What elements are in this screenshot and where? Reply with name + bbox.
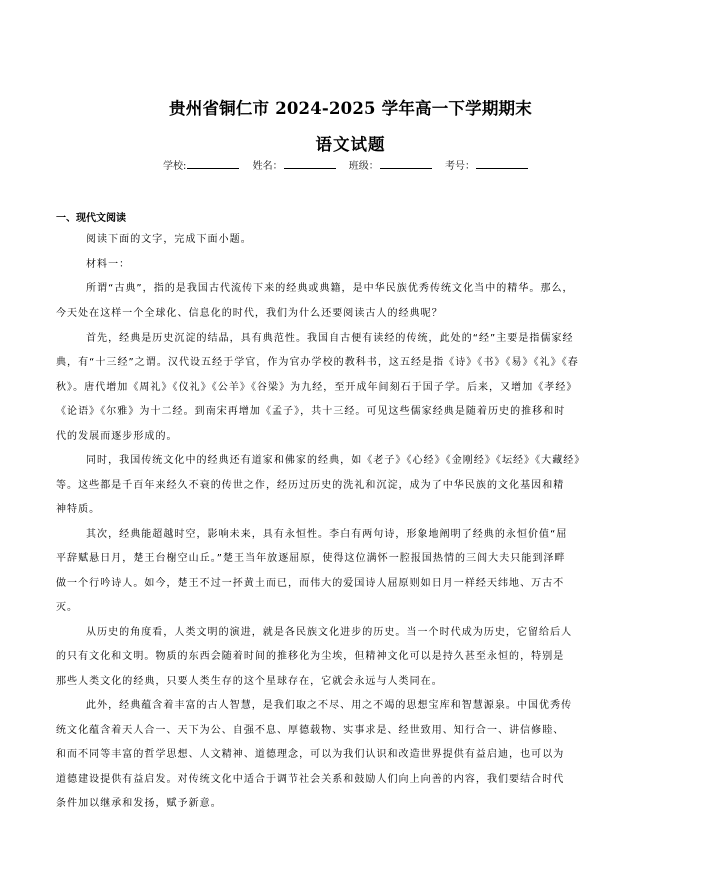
paragraph-line: 首先，经典是历史沉淀的结晶，具有典范性。我国自古便有读经的传统，此处的“经”主要是指儒家经 — [86, 333, 574, 344]
class-label: 班级： — [348, 161, 379, 172]
paragraph-line: 那些人类文化的经典，只要人类生存的这个星球存在，它就会永远与人类同在。 — [56, 676, 443, 687]
class-field[interactable] — [380, 159, 432, 169]
paragraph-line: 的只有文化和文明。物质的东西会随着时间的推移化为尘埃，但精神文化可以是持久甚至永恒的，特别是 — [56, 651, 565, 662]
paragraph-line: 今天处在这样一个全球化、信息化的时代，我们为什么还要阅读古人的经典呢？ — [56, 308, 443, 319]
exam-number-label: 考号： — [444, 161, 475, 172]
paragraph-line: 和而不同等丰富的哲学思想、人文精神、道德理念，可以为我们认识和改造世界提供有益启迪，也可以为 — [56, 749, 565, 760]
document-title: 贵州省铜仁市 2024-2025 学年高一下学期期末 — [169, 99, 532, 118]
paragraph-line: 灭。 — [56, 602, 79, 613]
paragraph-line: 同时，我国传统文化中的经典还有道家和佛家的经典，如《老子》《心经》《金刚经》《坛经》《大藏经》 — [86, 455, 586, 466]
paragraph-line: 平辞赋悬日月，楚王台榭空山丘。”楚王当年放逐屈原，使得这位满怀一腔报国热情的三闾大夫只能到泽畔 — [56, 553, 566, 564]
paragraph-line: 条件加以继承和发扬，赋予新意。 — [56, 798, 222, 809]
school-field[interactable] — [187, 159, 239, 169]
paragraph-line: 其次，经典能超越时空，影响未来，具有永恒性。李白有两句诗，形象地阐明了经典的永恒价值“屈 — [86, 529, 568, 540]
material-label: 材料一： — [86, 259, 131, 270]
paragraph-line: 统文化蕴含着天人合一、天下为公、自强不息、厚德载物、实事求是、经世致用、知行合一、讲信修睦、 — [56, 725, 565, 736]
paragraph-line: 神特质。 — [56, 504, 101, 515]
paragraph-line: 代的发展而逐步形成的。 — [56, 431, 178, 442]
name-label: 姓名： — [252, 161, 283, 172]
section-heading: 一、现代文阅读 — [56, 213, 126, 224]
paragraph-line: 所谓“古典”，指的是我国古代流传下来的经典或典籍，是中华民族优秀传统文化当中的精华。那么， — [86, 283, 574, 294]
document-subtitle: 语文试题 — [315, 135, 386, 154]
paragraph-line: 道德建设提供有益启发。对传统文化中适合于调节社会关系和鼓励人们向上向善的内容，我们要结合时代 — [56, 774, 565, 785]
school-label: 学校: — [163, 161, 187, 172]
paragraph-line: 秋》。唐代增加《周礼》《仪礼》《公羊》《谷梁》为九经，至开成年间刻石于国子学。后来，又增加《孝经》 — [56, 382, 578, 393]
student-info-row — [0, 157, 701, 172]
paragraph-line: 做一个行吟诗人。如今，楚王不过一抔黄土而已，而伟大的爱国诗人屈原则如日月一样经天纬地、万古不 — [56, 578, 565, 589]
exam-number-field[interactable] — [476, 159, 528, 169]
paragraph-line: 典，有“十三经”之谓。汉代设五经于学官，作为官办学校的教科书，这五经是指《诗》《书》《易》《礼》《春 — [56, 357, 579, 368]
paragraph-line: 此外，经典蕴含着丰富的古人智慧，是我们取之不尽、用之不竭的思想宝库和智慧源泉。中国优秀传 — [86, 700, 573, 711]
paragraph-line: 等。这些都是千百年来经久不衰的传世之作，经历过历史的洗礼和沉淀，成为了中华民族的文化基因和精 — [56, 480, 565, 491]
name-field[interactable] — [284, 159, 336, 169]
instruction-text: 阅读下面的文字，完成下面小题。 — [86, 234, 252, 245]
paragraph-line: 《论语》《尔雅》为十二经。到南宋再增加《孟子》，共十三经。可见这些儒家经典是随着历史的推移和时 — [56, 406, 566, 417]
paragraph-line: 从历史的角度看，人类文明的演进，就是各民族文化进步的历史。当一个时代成为历史，它留给后人 — [86, 627, 573, 638]
